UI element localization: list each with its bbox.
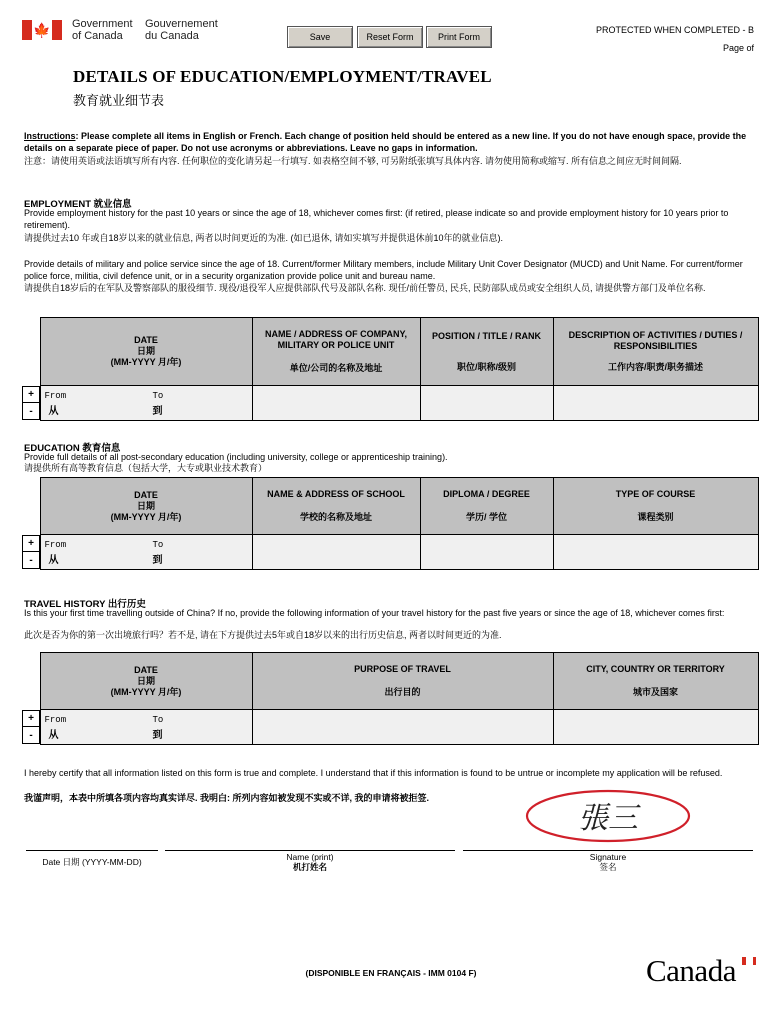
canada-flag-icon: 🍁 <box>22 20 62 40</box>
row-controls <box>22 535 40 570</box>
gov-en-line1: Government <box>72 18 133 30</box>
col-company <box>252 318 420 386</box>
print-form-button[interactable]: Print Form <box>426 26 492 48</box>
company-field[interactable] <box>252 386 420 421</box>
col-company-zh: 单位/公司的名称及地址 <box>289 363 383 373</box>
from-label-zh: 从 <box>48 406 59 417</box>
employment-p1-zh: 请提供过去10 年或自18岁以来的就业信息, 两者以时间更近的为准. (如已退休, 请如实填写并提供退休前10年的就业信息). <box>24 233 504 243</box>
col-school-zh: 学校的名称及地址 <box>299 512 372 522</box>
instructions <box>24 131 754 154</box>
col-description <box>553 318 758 386</box>
signature-label-en: Signature <box>589 852 627 862</box>
gov-fr-line1: Gouvernement <box>145 18 218 30</box>
add-row-button[interactable]: + <box>22 710 40 727</box>
col-course-type <box>553 478 758 535</box>
travel-heading: TRAVEL HISTORY 出行历史 <box>24 599 146 610</box>
position-field[interactable] <box>420 386 553 421</box>
col-diploma-label: DIPLOMA / DEGREE <box>443 489 530 499</box>
education-p1-zh: 请提供所有高等教育信息（包括大学，大专或职业技术教育） <box>24 463 268 473</box>
col-description-label: DESCRIPTION OF ACTIVITIES / DUTIES / RESPONSIBILITIES <box>568 330 743 351</box>
remove-row-button[interactable]: - <box>22 727 40 744</box>
col-city-label: CITY, COUNTRY OR TERRITORY <box>586 664 725 674</box>
col-date-label: DATE <box>134 489 158 500</box>
signature-image <box>525 788 691 844</box>
name-label-en: Name (print) <box>286 852 334 862</box>
date-range-field[interactable] <box>40 386 252 421</box>
signature-label <box>463 852 753 872</box>
col-date <box>40 653 252 710</box>
name-label <box>165 852 455 872</box>
reset-form-button[interactable]: Reset Form <box>357 26 423 48</box>
education-p1: Provide full details of all post-secondary education (including university, college or apprenticeship training). <box>24 452 448 462</box>
name-line <box>165 850 455 851</box>
table-row <box>22 710 758 745</box>
education-table <box>22 477 759 570</box>
canada-wordmark: Canada <box>646 953 736 988</box>
table-row <box>22 535 758 570</box>
remove-row-button[interactable]: - <box>22 552 40 569</box>
row-controls <box>22 386 40 421</box>
col-school <box>252 478 420 535</box>
certify-en: I hereby certify that all information listed on this form is true and complete. I understand that if this information is found to be untrue or incomplete my application will be refused. <box>24 768 723 778</box>
from-label: From <box>44 391 67 401</box>
col-diploma <box>420 478 553 535</box>
gov-fr-signature <box>145 18 218 42</box>
to-label-zh: 到 <box>152 555 163 566</box>
col-date-format: (MM-YYYY 月/年) <box>110 357 182 367</box>
from-label-zh: 从 <box>48 730 59 741</box>
signature-text: 張三 <box>578 801 638 836</box>
date-label: Date 日期 (YYYY-MM-DD) <box>42 857 142 867</box>
education-heading: EDUCATION 教育信息 <box>24 443 121 454</box>
to-label-zh: 到 <box>152 406 163 417</box>
date-range-field[interactable] <box>40 535 252 570</box>
diploma-field[interactable] <box>420 535 553 570</box>
travel-p1: Is this your first time travelling outside of China? If no, provide the following information of your travel history for the past five years or since the age of 18, whichever comes first: <box>24 608 725 618</box>
to-label-zh: 到 <box>152 730 163 741</box>
col-purpose-label: PURPOSE OF TRAVEL <box>354 664 451 674</box>
spacer <box>22 478 40 535</box>
add-row-button[interactable]: + <box>22 386 40 403</box>
page-title-zh: 教育就业细节表 <box>73 93 165 108</box>
gov-fr-line2: du Canada <box>145 30 199 42</box>
col-description-zh: 工作内容/职责/职务描述 <box>607 362 703 372</box>
col-course-type-label: TYPE OF COURSE <box>615 489 696 499</box>
col-date-format: (MM-YYYY 月/年) <box>110 511 182 522</box>
row-controls <box>22 710 40 745</box>
gov-en-line2: of Canada <box>72 30 123 42</box>
remove-row-button[interactable]: - <box>22 403 40 420</box>
form-number: (DISPONIBLE EN FRANÇAIS - IMM 0104 F) <box>305 968 477 978</box>
spacer <box>22 318 40 386</box>
instructions-label: Instructions <box>24 131 76 141</box>
to-label: To <box>152 715 164 725</box>
name-label-zh: 机打姓名 <box>292 862 327 872</box>
course-type-field[interactable] <box>553 535 758 570</box>
from-label: From <box>44 540 67 550</box>
col-purpose <box>252 653 553 710</box>
purpose-field[interactable] <box>252 710 553 745</box>
page-title: DETAILS OF EDUCATION/EMPLOYMENT/TRAVEL <box>73 67 492 86</box>
school-field[interactable] <box>252 535 420 570</box>
instructions-en: : Please complete all items in English or French. Each change of position held should be entered as a new line. If you do not have enough space, provide the details on a separate piece of paper. Do not use acronyms or abbreviations. Leave no gaps in information. <box>24 131 747 153</box>
col-course-type-zh: 课程类别 <box>637 512 674 522</box>
col-diploma-zh: 学历/ 学位 <box>465 512 507 522</box>
save-button[interactable]: Save <box>287 26 353 48</box>
col-position-label: POSITION / TITLE / RANK <box>431 330 541 341</box>
description-field[interactable] <box>553 386 758 421</box>
col-date-format: (MM-YYYY 月/年) <box>110 686 182 697</box>
col-position <box>420 318 553 386</box>
city-field[interactable] <box>553 710 758 745</box>
certify-zh: 我谨声明，本表中所填各项内容均真实详尽. 我明白: 所列内容如被发现不实或不详, 我的申请将被拒签. <box>24 793 430 803</box>
employment-p2-zh: 请提供自18岁后的在军队及警察部队的服役细节. 现役/退役军人应提供部队代号及部队名称. 现任/前任警员, 民兵, 民防部队成员或安全组织人员, 请提供警方部门及单位名称. <box>24 283 706 293</box>
travel-table <box>22 652 759 745</box>
page-of-label: Page of <box>722 43 754 53</box>
col-date-zh: 日期 <box>136 500 155 511</box>
protected-label: PROTECTED WHEN COMPLETED - B <box>595 25 754 35</box>
col-position-zh: 职位/职称/级别 <box>456 361 516 372</box>
col-purpose-zh: 出行目的 <box>384 687 421 697</box>
employment-p2: Provide details of military and police service since the age of 18. Current/former Military members, include Military Unit Cover Designator (MUCD) and Unit Name. For current/former police force, militia, civil defence unit, or in a security organization provide police unit and bureau name. <box>24 259 743 281</box>
employment-p1: Provide employment history for the past 10 years or since the age of 18, whichever comes first: (if retired, please indicate so and provide employment history for 10 years prior to retirement). <box>24 208 729 230</box>
col-date <box>40 318 252 386</box>
col-city-zh: 城市及国家 <box>632 687 678 697</box>
signature-line <box>463 850 753 851</box>
col-date <box>40 478 252 535</box>
add-row-button[interactable]: + <box>22 535 40 552</box>
employment-heading: EMPLOYMENT 就业信息 <box>24 199 132 210</box>
spacer <box>22 653 40 710</box>
to-label: To <box>152 391 164 401</box>
instructions-zh: 注意：请使用英语或法语填写所有内容. 任何职位的变化请另起一行填写. 如表格空间不够, 可另附纸张填写具体内容. 请勿使用简称或缩写. 所有信息之间应无时间间隔. <box>24 156 682 166</box>
col-city <box>553 653 758 710</box>
from-label: From <box>44 715 67 725</box>
wordmark-flag-icon <box>742 957 756 965</box>
col-date-zh: 日期 <box>136 346 155 356</box>
travel-p1-zh: 此次是否为你的第一次出境旅行吗？若不是, 请在下方提供过去5年或自18岁以来的出行历史信息, 两者以时间更近的为准. <box>24 630 502 640</box>
col-date-zh: 日期 <box>136 675 155 686</box>
col-school-label: NAME & ADDRESS OF SCHOOL <box>267 489 405 499</box>
gov-en-signature <box>72 18 133 42</box>
col-company-label: NAME / ADDRESS OF COMPANY, MILITARY OR POLICE UNIT <box>264 329 407 350</box>
date-range-field[interactable] <box>40 710 252 745</box>
employment-table <box>22 317 759 421</box>
table-row <box>22 386 758 421</box>
to-label: To <box>152 540 164 550</box>
signature-label-zh: 签名 <box>599 862 617 872</box>
date-line <box>26 850 158 851</box>
col-date-label: DATE <box>134 335 158 345</box>
col-date-label: DATE <box>134 664 158 675</box>
from-label-zh: 从 <box>48 555 59 566</box>
